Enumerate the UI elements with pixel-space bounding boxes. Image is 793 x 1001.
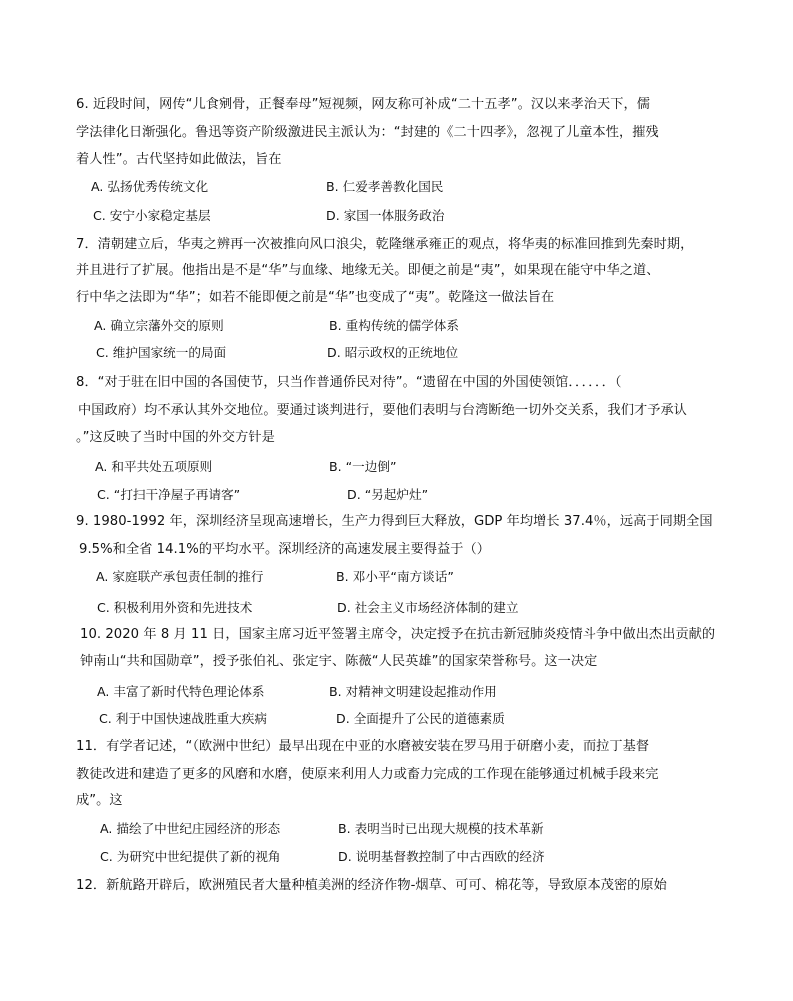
q7-option-a: A. 确立宗藩外交的原则: [94, 318, 224, 333]
q9-line-1: 9. 1980-1992 年，深圳经济呈现高速增长，生产力得到巨大释放，GDP 年均增长 37.4％，远高于同期全国: [76, 514, 713, 529]
q11-option-a: A. 描绘了中世纪庄园经济的形态: [100, 821, 281, 836]
q9-option-c: C. 积极利用外资和先进技术: [97, 600, 253, 615]
q11-line-1: 11．有学者记述，“（欧洲中世纪）最早出现在中亚的水磨被安装在罗马用于研磨小麦，而拉丁基督: [76, 739, 650, 754]
q7-line-2: 并且进行了扩展。他指出是不是“华”与血缘、地缘无关。即便之前是“夷”，如果现在能守中华之道、: [76, 263, 660, 278]
q6-option-d: D. 家国一体服务政治: [326, 208, 445, 223]
q7-line-1: 7．清朝建立后，华夷之辨再一次被推向风口浪尖，乾隆继承雍正的观点，将华夷的标准回推到先秦时期，: [76, 237, 694, 252]
q6-option-a: A. 弘扬优秀传统文化: [91, 179, 209, 194]
q6-option-b: B. 仁爱孝善教化国民: [326, 179, 444, 194]
q9-option-b: B. 邓小平“南方谈话”: [336, 569, 454, 584]
q6-line-2: 学法律化日渐强化。鲁迅等资产阶级激进民主派认为：“封建的《二十四孝》，忽视了儿童本性，摧残: [76, 125, 659, 140]
q11-line-2: 教徒改进和建造了更多的风磨和水磨，使原来利用人力或畜力完成的工作现在能够通过机械手段来完: [76, 767, 659, 782]
q9-option-d: D. 社会主义市场经济体制的建立: [337, 600, 519, 615]
q6-option-c: C. 安宁小家稳定基层: [93, 208, 211, 223]
q10-option-c: C. 利于中国快速战胜重大疾病: [99, 711, 267, 726]
q8-line-3: 。”这反映了当时中国的外交方针是: [76, 430, 275, 445]
q10-line-2: 钟南山“共和国勋章”，授予张伯礼、张定宇、陈薇“人民英雄”的国家荣誉称号。这一决定: [80, 654, 598, 669]
q11-option-d: D. 说明基督教控制了中古西欧的经济: [338, 849, 545, 864]
q7-option-b: B. 重构传统的儒学体系: [329, 318, 459, 333]
q11-option-b: B. 表明当时已出现大规模的技术革新: [338, 821, 544, 836]
q8-option-b: B. “一边倒”: [329, 459, 397, 474]
q7-option-c: C. 维护国家统一的局面: [96, 345, 227, 360]
q10-line-1: 10. 2020 年 8 月 11 日，国家主席习近平签署主席令，决定授予在抗击新冠肺炎疫情斗争中做出杰出贡献的: [80, 627, 716, 642]
q8-option-a: A. 和平共处五项原则: [95, 459, 213, 474]
q8-option-c: C. “打扫干净屋子再请客”: [97, 487, 241, 502]
q11-option-c: C. 为研究中世纪提供了新的视角: [100, 849, 281, 864]
q8-line-2: 中国政府）均不承认其外交地位。要通过谈判进行，要他们表明与台湾断绝一切外交关系，我们才予承认: [78, 403, 687, 418]
q11-line-3: 成”。这: [76, 793, 123, 808]
q6-line-3: 着人性”。古代坚持如此做法，旨在: [76, 152, 282, 167]
q10-option-a: A. 丰富了新时代特色理论体系: [97, 684, 265, 699]
q7-option-d: D. 昭示政权的正统地位: [327, 345, 459, 360]
q9-option-a: A. 家庭联产承包责任制的推行: [96, 569, 264, 584]
q8-option-d: D. “另起炉灶”: [347, 487, 429, 502]
q12-line-1: 12．新航路开辟后，欧洲殖民者大量种植美洲的经济作物-烟草、可可、棉花等，导致原本茂密的原始: [76, 878, 667, 893]
q9-line-2: 9.5%和全省 14.1%的平均水平。深圳经济的高速发展主要得益于（）: [79, 542, 491, 557]
q8-line-1: 8．“对于驻在旧中国的各国使节，只当作普通侨民对待”。“遗留在中国的外国使领馆．．．．．．（: [76, 375, 622, 390]
q6-line-1: 6. 近段时间，网传“儿食剜骨，正餐奉母”短视频，网友称可补成“二十五孝”。汉以来孝治天下，儒: [76, 97, 650, 112]
q10-option-b: B. 对精神文明建设起推动作用: [329, 684, 497, 699]
q10-option-d: D. 全面提升了公民的道德素质: [336, 711, 505, 726]
q7-line-3: 行中华之法即为“华”；如若不能即便之前是“华”也变成了“夷”。乾隆这一做法旨在: [76, 290, 555, 305]
